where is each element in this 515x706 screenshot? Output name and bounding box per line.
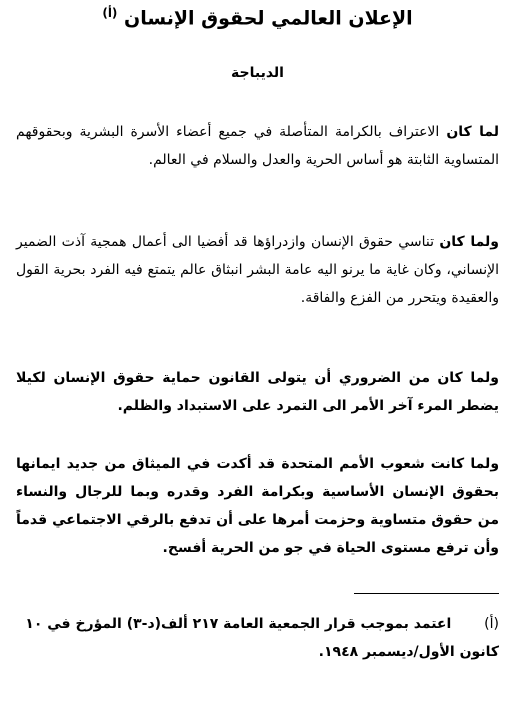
preamble-heading: الديباجة (231, 65, 284, 81)
paragraph-text: الاعتراف بالكرامة المتأصلة في جميع أعضاء الأسرة البشرية وبحقوقهم المتساوية الثابتة هو أساس الحرية والعدل والسلام في العالم. (16, 124, 499, 168)
paragraph-lead: ولما كان (437, 370, 499, 386)
paragraph-text: من الضروري أن يتولى القانون حماية حقوق الإنسان لكيلا يضطر المرء آخر الأمر الى التمرد على الاستبداد والظلم. (16, 370, 499, 414)
paragraph-lead: ولما كان (439, 234, 499, 250)
title-footnote-marker: (أ) (102, 6, 118, 20)
preamble-paragraph-3 (16, 364, 499, 420)
document-title-text: الإعلان العالمي لحقوق الإنسان (124, 7, 413, 30)
preamble-paragraph-1 (16, 118, 499, 174)
paragraph-lead: ولما كانت (430, 456, 500, 472)
footnote-marker: (أ) (484, 616, 499, 632)
document-title (0, 6, 515, 29)
footnote-divider (354, 593, 499, 594)
preamble-paragraph-4 (16, 450, 499, 562)
paragraph-text: شعوب الأمم المتحدة قد أكدت في الميثاق من جديد ايمانها بحقوق الإنسان الأساسية وبكرامة الفرد وقدره وبما للرجال والنساء من حقوق متساوية وحزمت أمرها على أن تدفع بالرقي الاجتماعي قدماً وأن ترفع مستوى الحياة في جو من الحرية أفسح. (16, 456, 499, 556)
preamble-paragraph-2 (16, 228, 499, 312)
footnote (16, 610, 499, 666)
paragraph-text: تناسي حقوق الإنسان وازدراؤها قد أفضيا الى أعمال همجية آذت الضمير الإنساني، وكان غاية ما يرنو اليه عامة البشر انبثاق عالم يتمتع فيه الفرد بحرية القول والعقيدة ويتحرر من الفزع والفاقة. (16, 234, 499, 306)
paragraph-lead: لما كان (446, 124, 500, 140)
footnote-text: اعتمد بموجب قرار الجمعية العامة ٢١٧ ألف(د-٣) المؤرخ في ١٠ كانون الأول/ديسمبر ١٩٤٨. (25, 616, 499, 660)
